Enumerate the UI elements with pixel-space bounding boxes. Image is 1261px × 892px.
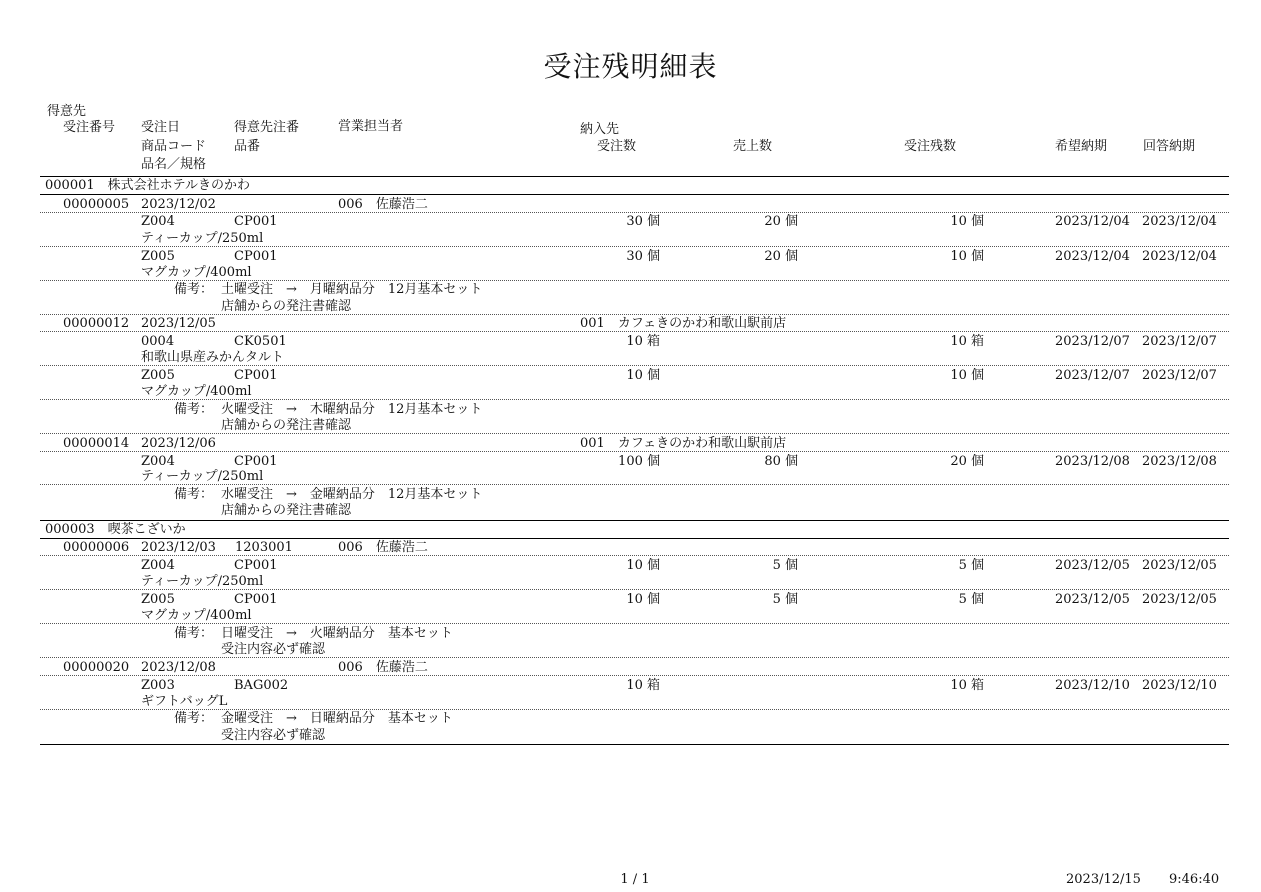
remark-line-1: 日曜受注 → 火曜納品分 基本セット [221, 626, 453, 641]
product-name: 和歌山県産みかんタルト [141, 350, 285, 365]
order-number: 00000014 [63, 436, 130, 451]
product-name: ティーカップ/250ml [141, 574, 264, 589]
desired-date: 2023/12/05 [1055, 592, 1130, 607]
order-date: 2023/12/05 [141, 316, 216, 331]
qty-ordered: 10 箱 [626, 678, 660, 693]
part-number: CK0501 [234, 334, 287, 349]
header-qty-remaining: 受注残数 [904, 139, 957, 154]
order-number: 00000005 [63, 197, 130, 212]
header-customer: 得意先 [47, 104, 87, 119]
product-code: Z004 [141, 454, 175, 469]
product-name: マグカップ/400ml [141, 384, 252, 399]
qty-remaining: 10 個 [950, 249, 984, 264]
header-order-no: 受注番号 [63, 120, 116, 135]
product-name: ギフトバッグL [141, 694, 228, 709]
answer-date: 2023/12/05 [1142, 558, 1217, 573]
part-number: CP001 [234, 368, 278, 383]
sales-rep: 006 佐藤浩二 [338, 660, 428, 675]
qty-ordered: 100 個 [618, 454, 660, 469]
answer-date: 2023/12/07 [1142, 334, 1217, 349]
order-date: 2023/12/03 [141, 540, 216, 555]
qty-sold: 20 個 [764, 249, 798, 264]
header-answer-date: 回答納期 [1143, 139, 1196, 154]
part-number: CP001 [234, 249, 278, 264]
header-name-spec: 品名／規格 [141, 157, 207, 172]
answer-date: 2023/12/04 [1142, 214, 1217, 229]
remark-line-1: 金曜受注 → 日曜納品分 基本セット [221, 711, 453, 726]
part-number: BAG002 [234, 678, 289, 693]
part-number: CP001 [234, 592, 278, 607]
header-part-no: 品番 [234, 139, 261, 154]
desired-date: 2023/12/10 [1055, 678, 1130, 693]
answer-date: 2023/12/05 [1142, 592, 1217, 607]
header-product-code: 商品コード [141, 139, 207, 154]
product-code: 0004 [141, 334, 175, 349]
ship-to: 001 カフェきのかわ和歌山駅前店 [580, 316, 787, 331]
header-rule [40, 176, 1229, 177]
qty-remaining: 5 個 [958, 592, 984, 607]
remark-line-2: 店舗からの発注書確認 [221, 503, 352, 518]
remark-label: 備考： [174, 711, 214, 726]
group-rule [40, 520, 1229, 521]
group-rule [40, 194, 1229, 195]
remark-line-2: 店舗からの発注書確認 [221, 299, 352, 314]
product-code: Z003 [141, 678, 175, 693]
part-number: CP001 [234, 214, 278, 229]
desired-date: 2023/12/08 [1055, 454, 1130, 469]
qty-remaining: 10 箱 [950, 678, 984, 693]
desired-date: 2023/12/04 [1055, 249, 1130, 264]
qty-remaining: 5 個 [958, 558, 984, 573]
answer-date: 2023/12/08 [1142, 454, 1217, 469]
customer-group-heading: 000001 株式会社ホテルきのかわ [45, 178, 250, 193]
qty-sold: 5 個 [772, 558, 798, 573]
desired-date: 2023/12/05 [1055, 558, 1130, 573]
product-code: Z005 [141, 592, 175, 607]
product-name: ティーカップ/250ml [141, 231, 264, 246]
desired-date: 2023/12/07 [1055, 334, 1130, 349]
order-number: 00000020 [63, 660, 130, 675]
qty-ordered: 10 個 [626, 592, 660, 607]
desired-date: 2023/12/04 [1055, 214, 1130, 229]
qty-remaining: 10 個 [950, 214, 984, 229]
print-date: 2023/12/15 [1066, 872, 1141, 887]
product-code: Z004 [141, 214, 175, 229]
order-number: 00000006 [63, 540, 130, 555]
product-name: マグカップ/400ml [141, 608, 252, 623]
header-order-date: 受注日 [141, 120, 181, 135]
remark-label: 備考： [174, 282, 214, 297]
header-qty-ordered: 受注数 [597, 139, 637, 154]
qty-sold: 20 個 [764, 214, 798, 229]
remark-line-2: 受注内容必ず確認 [221, 642, 326, 657]
customer-order-number: 1203001 [235, 540, 293, 555]
product-code: Z004 [141, 558, 175, 573]
product-name: ティーカップ/250ml [141, 469, 264, 484]
product-code: Z005 [141, 368, 175, 383]
group-rule [40, 538, 1229, 539]
sales-rep: 006 佐藤浩二 [338, 197, 428, 212]
qty-ordered: 10 個 [626, 558, 660, 573]
report-title: 受注残明細表 [543, 50, 718, 83]
qty-ordered: 30 個 [626, 214, 660, 229]
header-qty-sold: 売上数 [733, 139, 773, 154]
remark-line-1: 火曜受注 → 木曜納品分 12月基本セット [221, 402, 483, 417]
part-number: CP001 [234, 558, 278, 573]
product-code: Z005 [141, 249, 175, 264]
answer-date: 2023/12/10 [1142, 678, 1217, 693]
qty-remaining: 10 個 [950, 368, 984, 383]
qty-sold: 80 個 [764, 454, 798, 469]
order-number: 00000012 [63, 316, 130, 331]
qty-remaining: 10 箱 [950, 334, 984, 349]
remark-label: 備考： [174, 487, 214, 502]
remark-line-1: 土曜受注 → 月曜納品分 12月基本セット [221, 282, 483, 297]
remark-label: 備考： [174, 626, 214, 641]
customer-group-heading: 000003 喫茶こざいか [45, 522, 186, 537]
order-date: 2023/12/06 [141, 436, 216, 451]
page-number: 1 / 1 [620, 872, 650, 887]
answer-date: 2023/12/07 [1142, 368, 1217, 383]
remark-label: 備考： [174, 402, 214, 417]
header-desired-date: 希望納期 [1055, 139, 1108, 154]
print-time: 9:46:40 [1169, 872, 1220, 887]
answer-date: 2023/12/04 [1142, 249, 1217, 264]
qty-ordered: 30 個 [626, 249, 660, 264]
product-name: マグカップ/400ml [141, 265, 252, 280]
ship-to: 001 カフェきのかわ和歌山駅前店 [580, 436, 787, 451]
header-cust-order-no: 得意先注番 [234, 120, 300, 135]
remark-line-2: 受注内容必ず確認 [221, 728, 326, 743]
sales-rep: 006 佐藤浩二 [338, 540, 428, 555]
order-date: 2023/12/02 [141, 197, 216, 212]
header-sales-rep: 営業担当者 [338, 119, 404, 134]
remark-line-2: 店舗からの発注書確認 [221, 418, 352, 433]
order-date: 2023/12/08 [141, 660, 216, 675]
report-end-rule [40, 744, 1229, 745]
qty-ordered: 10 箱 [626, 334, 660, 349]
qty-remaining: 20 個 [950, 454, 984, 469]
remark-line-1: 水曜受注 → 金曜納品分 12月基本セット [221, 487, 483, 502]
desired-date: 2023/12/07 [1055, 368, 1130, 383]
qty-ordered: 10 個 [626, 368, 660, 383]
qty-sold: 5 個 [772, 592, 798, 607]
part-number: CP001 [234, 454, 278, 469]
header-ship-to: 納入先 [580, 122, 620, 137]
